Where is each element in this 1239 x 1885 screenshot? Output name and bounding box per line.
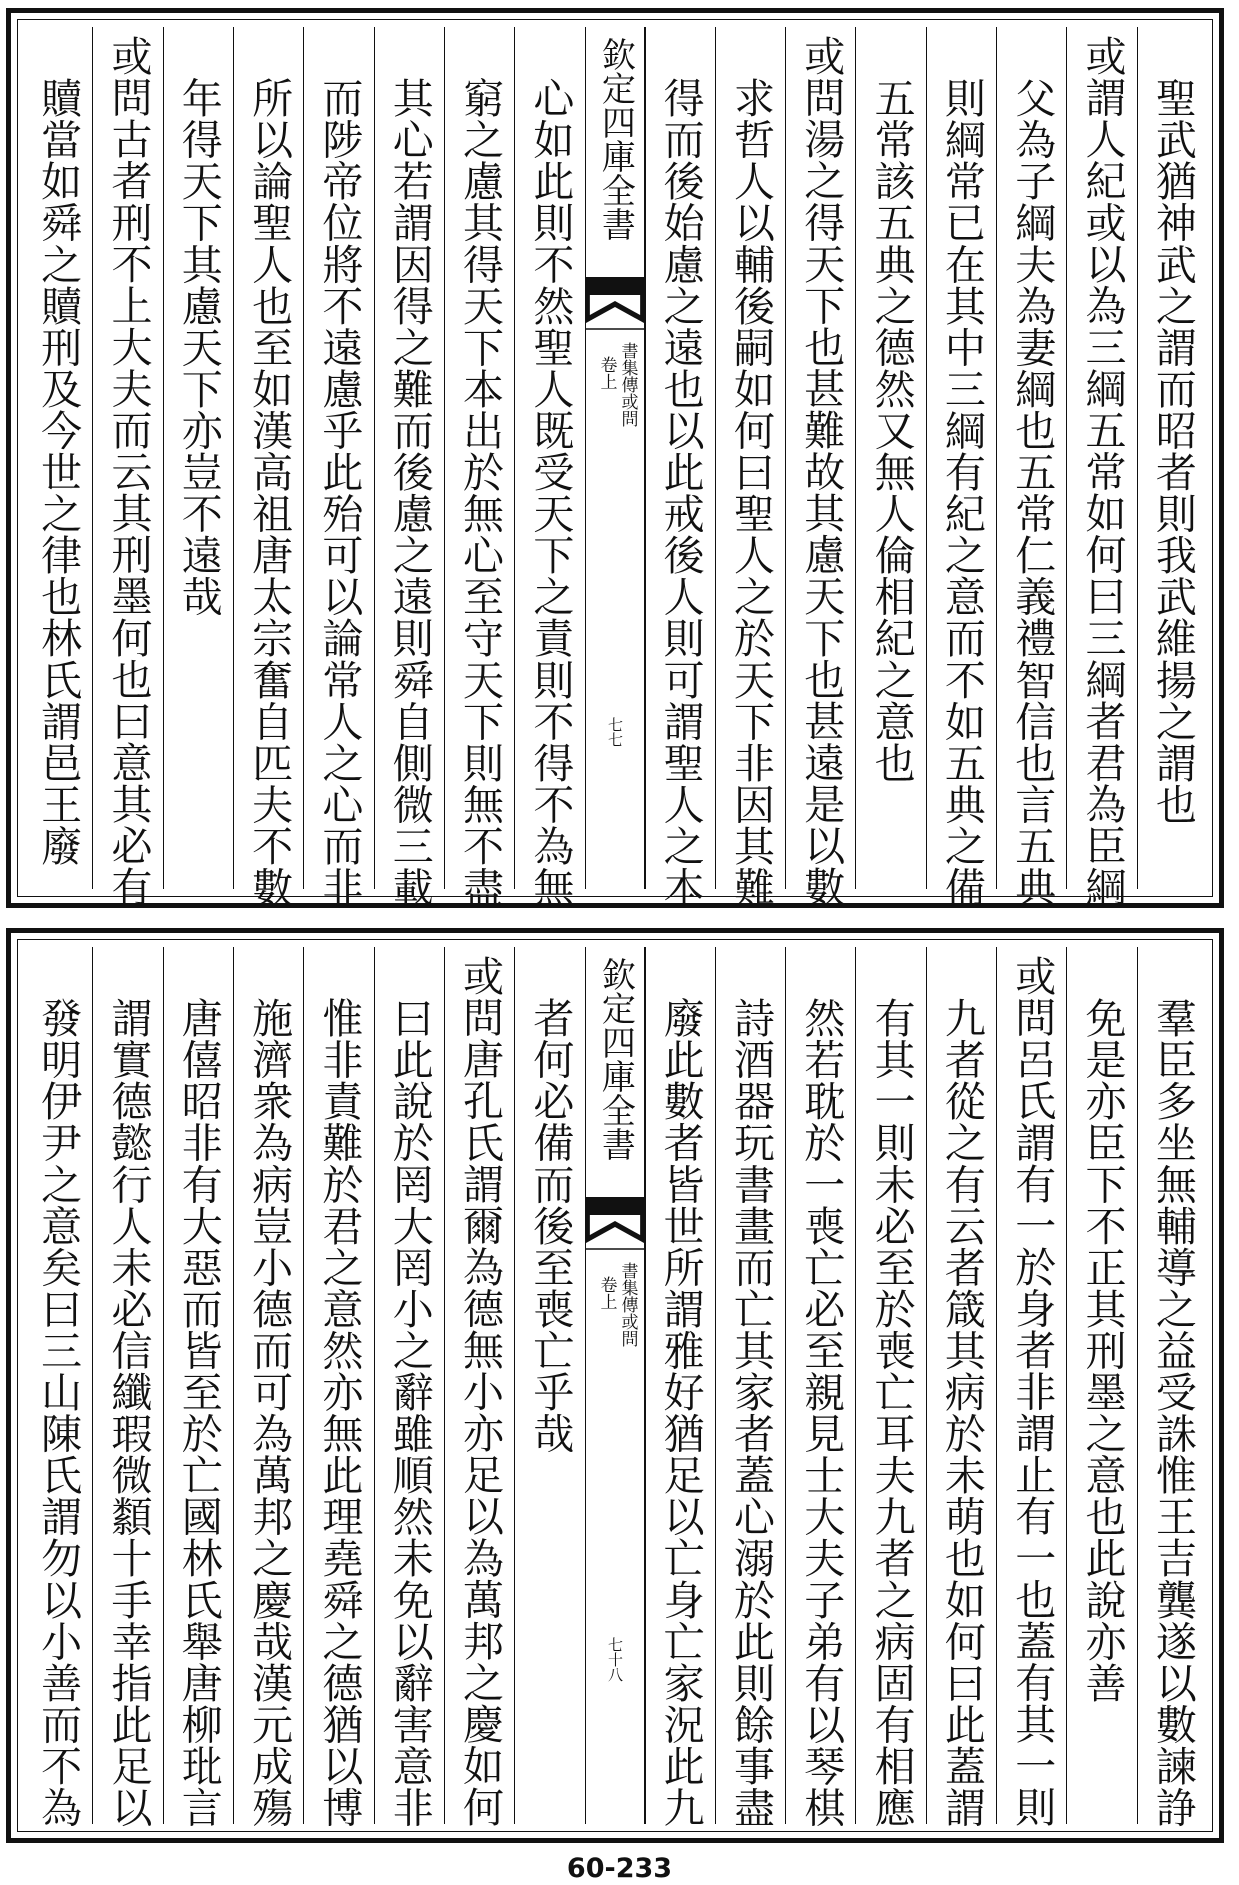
chapter-volume: 卷上 [596, 1276, 617, 1310]
text-column [926, 947, 996, 1828]
text-column [163, 947, 233, 1828]
column-text: 則綱常已在其中三綱有紀之意而不如五典之備 [937, 77, 986, 908]
text-column [374, 27, 444, 908]
page-footer-number: 60-233 [566, 1853, 673, 1884]
column-text: 謂實德懿行人未必信纖瑕微纇十手幸指此足以 [104, 997, 153, 1828]
fish-tail-mark-icon [586, 1197, 644, 1253]
text-column [645, 27, 715, 908]
column-text: 贖當如舜之贖刑及今世之律也林氏謂邑王廢 [34, 77, 83, 867]
column-text: 求哲人以輔後嗣如何曰聖人之於天下非因其難 [726, 77, 775, 908]
column-text: 施濟衆為病豈小德而可為萬邦之慶哉漢元成殤 [245, 997, 294, 1828]
text-column [926, 27, 996, 908]
fish-tail-mark-icon [586, 277, 644, 333]
column-text: 或問呂氏謂有一於身者非謂止有一也蓋有其一則 [1008, 955, 1057, 1828]
chapter-label [592, 1262, 638, 1432]
column-text: 或問唐孔氏謂爾為德無小亦足以為萬邦之慶如何 [456, 955, 505, 1828]
chapter-volume: 卷上 [596, 356, 617, 390]
column-text: 羣臣多坐無輔導之益受誅惟王吉龔遂以數諫諍 [1148, 997, 1197, 1828]
text-column [1137, 27, 1207, 889]
text-column [303, 947, 373, 1828]
column-text: 者何必備而後至喪亡乎哉 [526, 997, 575, 1455]
column-text: 年得天下其慮天下亦豈不遠哉 [174, 77, 223, 618]
page-number: 七十八 [606, 1637, 624, 1682]
text-column [1066, 27, 1136, 908]
text-column [996, 947, 1066, 1828]
column-text: 有其一則未必至於喪亡耳夫九者之病固有相應 [867, 997, 916, 1828]
text-column [23, 947, 92, 1828]
center-spine [585, 947, 645, 1824]
column-text: 廢此數者皆世所謂雅好猶足以亡身亡家況此九 [656, 997, 705, 1828]
bottom-page-frame [6, 928, 1224, 1843]
column-text: 詩酒器玩書畫而亡其家者蓋心溺於此則餘事盡 [726, 997, 775, 1828]
text-column [996, 27, 1066, 908]
column-text: 曰此說於罔大罔小之辭雖順然未免以辭害意非 [385, 997, 434, 1828]
center-spine [585, 27, 645, 889]
text-column [855, 27, 925, 889]
column-text: 或問湯之得天下也甚難故其慮天下也甚遠是以數 [797, 35, 846, 908]
text-column [645, 947, 715, 1828]
text-column [514, 947, 584, 1824]
column-text: 而陟帝位將不遠慮乎此殆可以論常人之心而非 [315, 77, 364, 908]
column-text: 其心若謂因得之難而後慮之遠則舜自側微三載 [385, 77, 434, 908]
text-column [1137, 947, 1207, 1828]
text-column [1066, 947, 1136, 1824]
text-column [233, 947, 303, 1828]
column-text: 心如此則不然聖人既受天下之責則不得不為無 [526, 77, 575, 908]
book-title: 欽定四庫全書 [595, 37, 636, 241]
top-page-frame [6, 8, 1224, 908]
text-column [785, 947, 855, 1828]
column-text: 或問古者刑不上大夫而云其刑墨何也曰意其必有 [104, 35, 153, 908]
page-number: 七七 [606, 717, 624, 747]
column-text: 所以論聖人也至如漢高祖唐太宗奮自匹夫不數 [245, 77, 294, 908]
text-column [715, 947, 785, 1828]
text-column [444, 27, 514, 908]
text-column [92, 947, 162, 1828]
chapter-title: 書集傳或問 [617, 342, 638, 427]
column-text: 發明伊尹之意矣曰三山陳氏謂勿以小善而不為 [34, 997, 83, 1828]
column-text: 父為子綱夫為妻綱也五常仁義禮智信也言五典 [1008, 77, 1057, 908]
text-column [785, 27, 855, 908]
column-text: 聖武猶神武之謂而昭者則我武維揚之謂也 [1148, 77, 1197, 825]
text-column [233, 27, 303, 908]
text-column [444, 947, 514, 1828]
text-column [23, 27, 92, 889]
chapter-title: 書集傳或問 [617, 1262, 638, 1347]
top-text-columns [23, 27, 1207, 908]
column-text: 或謂人紀或以為三綱五常如何曰三綱者君為臣綱 [1078, 35, 1127, 908]
chapter-label [592, 342, 638, 512]
text-column [855, 947, 925, 1828]
column-text: 九者從之有云者箴其病於未萌也如何曰此蓋謂 [937, 997, 986, 1828]
column-text: 惟非責難於君之意然亦無此理堯舜之德猶以博 [315, 997, 364, 1828]
text-column [514, 27, 584, 908]
column-text: 免是亦臣下不正其刑墨之意也此說亦善 [1078, 997, 1127, 1704]
column-text: 五常該五典之德然又無人倫相紀之意也 [867, 77, 916, 784]
book-title: 欽定四庫全書 [595, 957, 636, 1161]
bottom-text-columns [23, 947, 1207, 1828]
text-column [92, 27, 162, 908]
column-text: 然若耽於一喪亡必至親見士大夫子弟有以琴棋 [797, 997, 846, 1828]
text-column [715, 27, 785, 908]
column-text: 窮之慮其得天下本出於無心至守天下則無不盡 [456, 77, 505, 908]
column-text: 唐僖昭非有大惡而皆至於亡國林氏舉唐柳玭言 [174, 997, 223, 1828]
text-column [374, 947, 444, 1828]
text-column [163, 27, 233, 889]
column-text: 得而後始慮之遠也以此戒後人則可謂聖人之本 [656, 77, 705, 908]
text-column [303, 27, 373, 908]
